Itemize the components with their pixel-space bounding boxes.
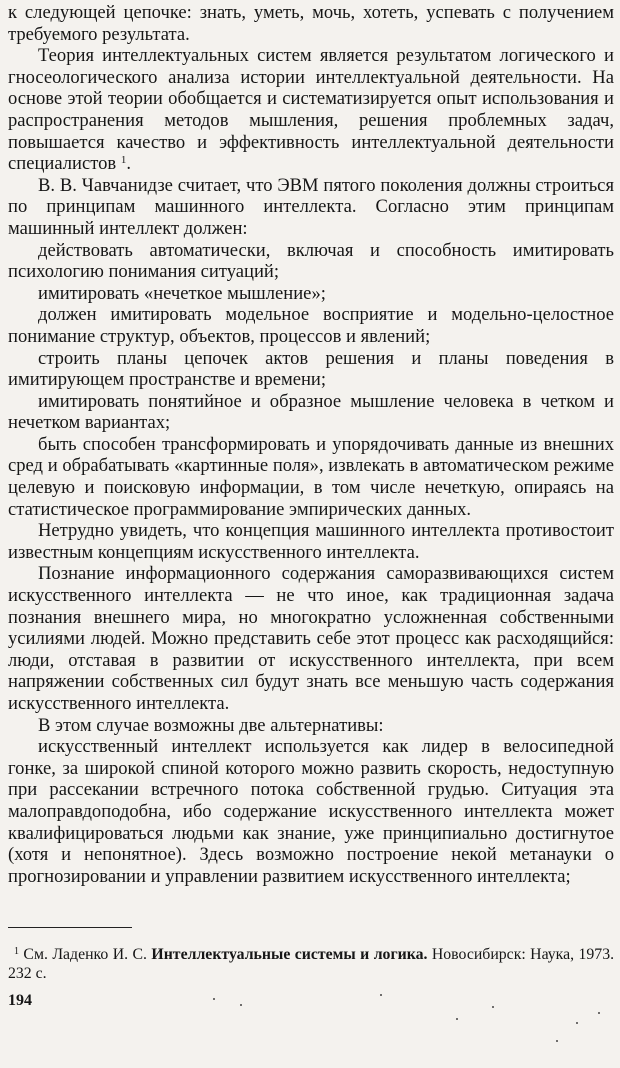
page-number: 194 xyxy=(8,992,32,1009)
print-speck xyxy=(240,1004,242,1006)
list-item: имитировать «нечеткое мышление»; xyxy=(38,282,326,304)
list-item: должен имитировать модельное восприятие и модельно-целостное понимание структур, объектов, процессов и явлений; xyxy=(8,304,614,347)
book-page xyxy=(8,0,614,1068)
list-item: искусственный интеллект используется как лидер в велосипедной гонке, за широкой спиной которого можно развить скорость, недоступную при рассекании встречного потока собственной грудью. Ситуация эта малоправдоподобна, ибо содержание искусственного интеллекта может квалифицироваться людьми как знание, уже принципиально достигнутое (хотя и непонятное). Здесь возможно построение некой метанауки о прогнозировании и управлении развитием искусственного интеллекта; xyxy=(8,736,614,887)
print-speck xyxy=(492,1006,494,1008)
print-speck xyxy=(576,1022,578,1024)
footnote-publisher: Новосибирск: Наука, 1973. 232 с. xyxy=(8,946,615,982)
paragraph: В. В. Чавчанидзе считает, что ЭВМ пятого поколения должны строиться по принципам машинного интеллекта. Согласно этим принципам машинный интеллект должен: xyxy=(8,174,614,239)
footnote-title: Интеллектуальные системы и логика. xyxy=(151,946,428,963)
list-item: строить планы цепочек актов решения и планы поведения в имитирующем пространстве и времени; xyxy=(8,347,614,391)
list-item: имитировать понятийное и образное мышление человека в четком и нечетком вариантах; xyxy=(8,390,614,434)
footnote-reference: 1 xyxy=(120,154,127,167)
paragraph: Познание информационного содержания саморазвивающихся систем искусственного интеллекта — не что иное, как традиционная задача познания внешнего мира, но многократно усложненная собственными усилиями людей. Можно представить себе этот процесс как расходящийся: люди, отставая в развитии от искусственного интеллекта, при всем напряжении собственных сил будут знать все меньшую часть содержания искусственного интеллекта. xyxy=(8,563,614,714)
footnote-mark: 1 xyxy=(14,946,19,957)
paragraph: Теория интеллектуальных систем является результатом логического и гносеологического анализа истории интеллектуальной деятельности. На основе этой теории обобщается и систематизируется опыт использования и распространения методов мышления, решения проблемных задач, повышается качество и эффективность интеллектуальной деятельности специалистов $^1$. xyxy=(8,45,614,175)
footnote xyxy=(8,945,614,983)
list-item: действовать автоматически, включая и способность имитировать психологию понимания ситуаций; xyxy=(8,239,614,283)
paragraph: В этом случае возможны две альтернативы: xyxy=(38,714,384,736)
list-item: быть способен трансформировать и упорядочивать данные из внешних сред и обрабатывать «картинные поля», извлекать в автоматическом режиме целевую и поисковую информации, в том числе нечеткую, опираясь на статистическое программирование эмпирических данных. xyxy=(8,433,614,520)
paragraph: к следующей цепочке: знать, уметь, мочь, хотеть, успевать с получением требуемого результата. xyxy=(8,2,614,45)
print-speck xyxy=(456,1018,458,1020)
print-speck xyxy=(598,1012,600,1014)
main-text xyxy=(8,2,614,887)
paragraph: Нетрудно увидеть, что концепция машинного интеллекта противостоит известным концепциям искусственного интеллекта. xyxy=(8,520,614,563)
print-speck xyxy=(213,998,215,1000)
print-speck xyxy=(380,994,382,996)
footnote-divider xyxy=(8,927,132,928)
footnote-author: См. Ладенко И. С. xyxy=(23,946,147,963)
print-speck xyxy=(556,1040,558,1042)
